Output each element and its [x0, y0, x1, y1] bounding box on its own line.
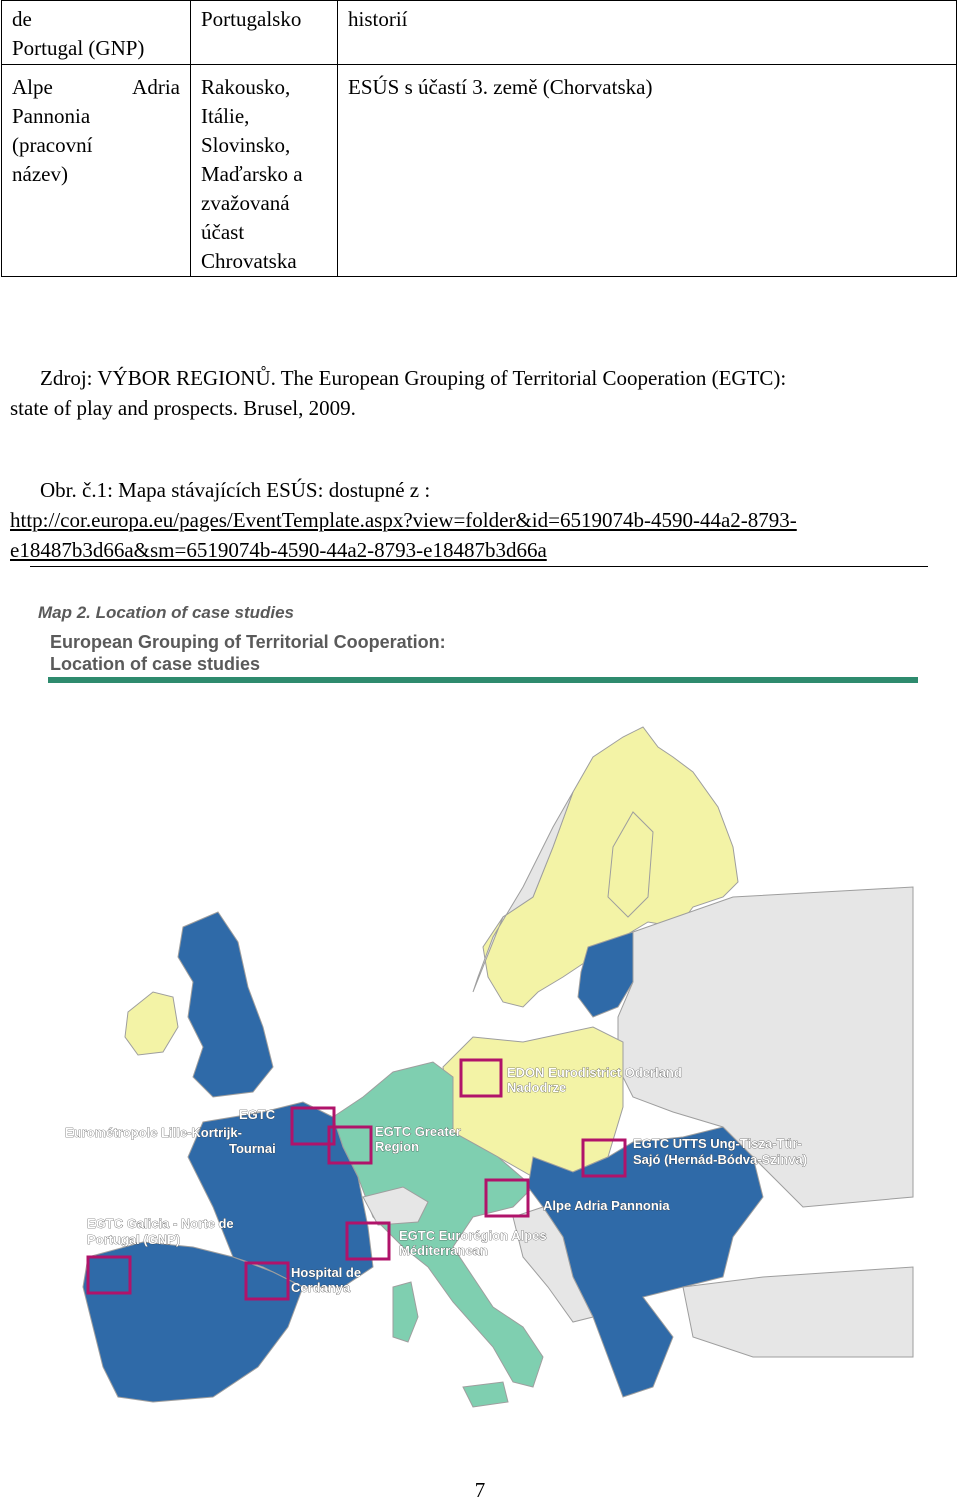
figure-caption-block	[10, 475, 955, 565]
cell-line: Portugal (GNP)	[12, 36, 145, 60]
divider	[30, 566, 928, 567]
cell-word: Rakousko,	[201, 75, 291, 99]
europe-map	[33, 597, 925, 1427]
cell-line: název)	[12, 162, 68, 186]
cell-line: účast	[201, 220, 245, 244]
map-label: EDON Eurodistrict Oderland	[507, 1065, 682, 1080]
map-label: Nadodrze	[507, 1080, 567, 1095]
cell-line	[201, 73, 327, 102]
table-cell-name	[2, 65, 191, 277]
map-label: EGTC	[239, 1107, 276, 1122]
table-row	[2, 1, 957, 65]
table-cell-note: historií	[338, 1, 957, 65]
cell-line: Slovinsko,	[201, 133, 291, 157]
cell-word: Adria	[132, 75, 180, 99]
table-cell-note: ESÚS s účastí 3. země (Chorvatska)	[338, 65, 957, 277]
map-label: Alpe Adria Pannonia	[543, 1198, 670, 1213]
map-label: Region	[375, 1139, 420, 1154]
cell-line: Maďarsko a	[201, 162, 303, 186]
map-label: Sajó (Hernád-Bódva-Szinva)	[633, 1152, 808, 1167]
map-header-band	[48, 677, 918, 683]
table-row	[2, 65, 957, 277]
figure-caption: Obr. č.1: Mapa stávajících ESÚS: dostupné z :	[40, 478, 431, 502]
map-label: Méditerranean	[399, 1243, 488, 1258]
cell-line: Itálie,	[201, 104, 250, 128]
cell-line: Pannonia	[12, 104, 91, 128]
cell-word: Alpe	[12, 75, 53, 99]
map-subtitle: Location of case studies	[50, 654, 261, 674]
map-heading: Map 2. Location of case studies	[38, 603, 295, 622]
cell-line: de	[12, 7, 32, 31]
map-subtitle: European Grouping of Territorial Cooperation:	[50, 632, 446, 652]
table-cell-countries	[191, 65, 338, 277]
map-label: EGTC Galicia - Norte de	[87, 1216, 234, 1231]
cell-line: Chrovatska	[201, 249, 297, 273]
page-number: 7	[474, 1478, 486, 1502]
map-label: Cerdanya	[291, 1280, 351, 1295]
regions-table	[1, 0, 957, 277]
map-label: Hospital de	[291, 1265, 362, 1280]
map-label: EGTC Greater	[375, 1124, 461, 1139]
cell-line: (pracovní	[12, 133, 93, 157]
source-line: state of play and prospects. Brusel, 2009.	[10, 396, 356, 420]
table-cell-countries: Portugalsko	[191, 1, 338, 65]
figure-url-link[interactable]: e18487b3d66a&sm=6519074b-4590-44a2-8793-e18487b3d66a	[10, 538, 547, 562]
map-label: Eurométropole Lille-Kortrijk-	[65, 1125, 242, 1140]
source-citation	[10, 363, 952, 423]
map-label: EGTC Eurorégion Alpes	[399, 1228, 547, 1243]
cell-line: zvažovaná	[201, 191, 290, 215]
map-label: Tournai	[229, 1141, 276, 1156]
table-cell-name	[2, 1, 191, 65]
cell-line	[12, 73, 180, 102]
source-line: Zdroj: VÝBOR REGIONŮ. The European Grouping of Territorial Cooperation (EGTC):	[40, 366, 787, 390]
europe-map-figure	[33, 597, 925, 1427]
map-label: EGTC UTTS Ung-Tisza-Túr-	[633, 1136, 802, 1151]
map-label: Portugal (GNP)	[87, 1232, 181, 1247]
figure-url-link[interactable]: http://cor.europa.eu/pages/EventTemplate.aspx?view=folder&id=6519074b-4590-44a2-8793-	[10, 508, 797, 532]
